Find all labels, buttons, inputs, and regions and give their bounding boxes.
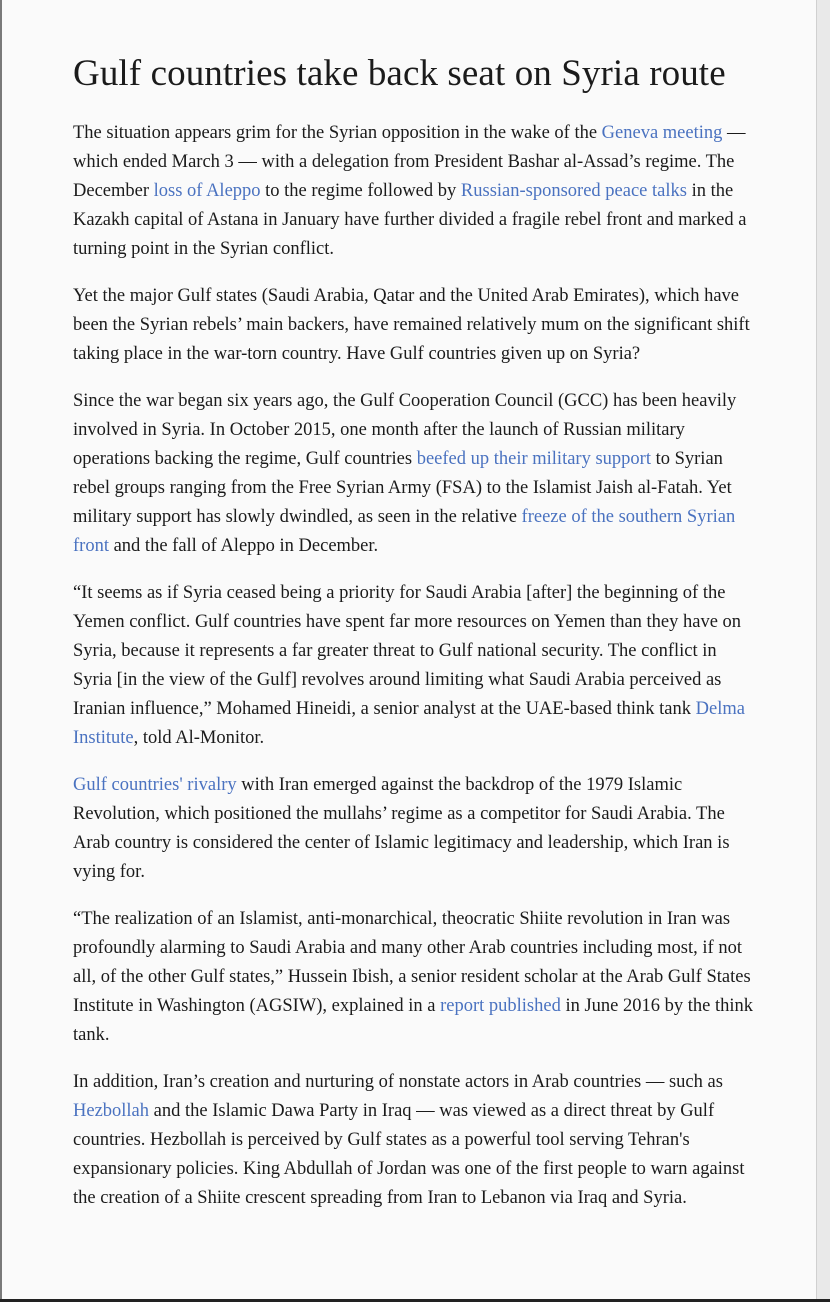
- paragraph-text: to the regime followed by: [260, 181, 461, 201]
- paragraph-text: in the Kazakh capital of Astana in January have further divided a fragile rebel front and marked a turning point in the Syrian conflict.: [73, 181, 747, 259]
- link-gulf-countries-rivalry[interactable]: Gulf countries' rivalry: [73, 775, 237, 795]
- link-hezbollah[interactable]: Hezbollah: [73, 1101, 150, 1121]
- paragraph-text: Since the war began six years ago, the Gulf Cooperation Council (GCC) has been heavily involved in Syria. In October 2015, one month after the launch of Russian military operations backing the regime, Gulf countries: [73, 391, 737, 469]
- link-freeze-southern-front[interactable]: freeze of the southern Syrian front: [73, 507, 736, 556]
- paragraph-text: with Iran emerged against the backdrop of the 1979 Islamic Revolution, which positioned the mullahs’ regime as a competitor for Saudi Arabia. The Arab country is considered the center of Islamic legitimacy and leadership, which Iran is vying for.: [73, 775, 730, 882]
- paragraph-text: In addition, Iran’s creation and nurturing of nonstate actors in Arab countries — such as: [73, 1072, 723, 1092]
- paragraph-text: Yet the major Gulf states (Saudi Arabia, Qatar and the United Arab Emirates), which have been the Syrian rebels’ main backers, have remained relatively mum on the significant shift taking place in the war-torn country. Have Gulf countries given up on Syria?: [73, 286, 750, 364]
- paragraph-3: [73, 387, 753, 561]
- window-edge-scrollbar[interactable]: [816, 0, 830, 1302]
- paragraph-2: [73, 282, 753, 369]
- paragraph-text: in June 2016 by the think tank.: [73, 996, 754, 1045]
- paragraph-text: and the fall of Aleppo in December.: [108, 536, 379, 556]
- link-delma-institute[interactable]: Delma Institute: [73, 699, 745, 748]
- link-report-published[interactable]: report published: [440, 996, 561, 1016]
- link-geneva-meeting[interactable]: Geneva meeting: [601, 123, 723, 143]
- article: [73, 52, 753, 1231]
- paragraph-text: to Syrian rebel groups ranging from the Free Syrian Army (FSA) to the Islamist Jaish al-Fatah. Yet military support has slowly dwindled, as seen in the relative: [73, 449, 732, 527]
- paragraph-text: “It seems as if Syria ceased being a priority for Saudi Arabia [after] the beginning of the Yemen conflict. Gulf countries have spent far more resources on Yemen than they have on Syria, because it represents a far greater threat to Gulf national security. The conflict in Syria [in the view of the Gulf] revolves around limiting what Saudi Arabia perceived as Iranian influence,” Mohamed Hineidi, a senior analyst at the UAE-based think tank: [73, 583, 742, 719]
- paragraph-7: [73, 1068, 753, 1213]
- link-russian-sponsored-peace-talks[interactable]: Russian-sponsored peace talks: [460, 181, 687, 201]
- paragraph-5: [73, 771, 753, 887]
- paragraph-text: , told Al-Monitor.: [133, 728, 265, 748]
- link-loss-of-aleppo[interactable]: loss of Aleppo: [153, 181, 261, 201]
- paragraph-1: [73, 119, 753, 264]
- paragraph-text: — which ended March 3 — with a delegation from President Bashar al-Assad’s regime. The December: [73, 123, 746, 201]
- article-title: Gulf countries take back seat on Syria route: [73, 53, 726, 94]
- paragraph-6: [73, 905, 753, 1050]
- paragraph-text: and the Islamic Dawa Party in Iraq — was viewed as a direct threat by Gulf countries. Hezbollah is perceived by Gulf states as a powerful tool serving Tehran's expansionary policies. King Abdullah of Jordan was one of the first people to warn against the creation of a Shiite crescent spreading from Iran to Lebanon via Iraq and Syria.: [73, 1101, 745, 1208]
- paragraph-text: The situation appears grim for the Syrian opposition in the wake of the: [73, 123, 602, 143]
- link-beefed-up-military-support[interactable]: beefed up their military support: [416, 449, 651, 469]
- paragraph-4: [73, 579, 753, 753]
- paragraph-text: “The realization of an Islamist, anti-monarchical, theocratic Shiite revolution in Iran was profoundly alarming to Saudi Arabia and many other Arab countries including most, if not all, of the other Gulf states,” Hussein Ibish, a senior resident scholar at the Arab Gulf States Institute in Washington (AGSIW), explained in a: [73, 909, 751, 1016]
